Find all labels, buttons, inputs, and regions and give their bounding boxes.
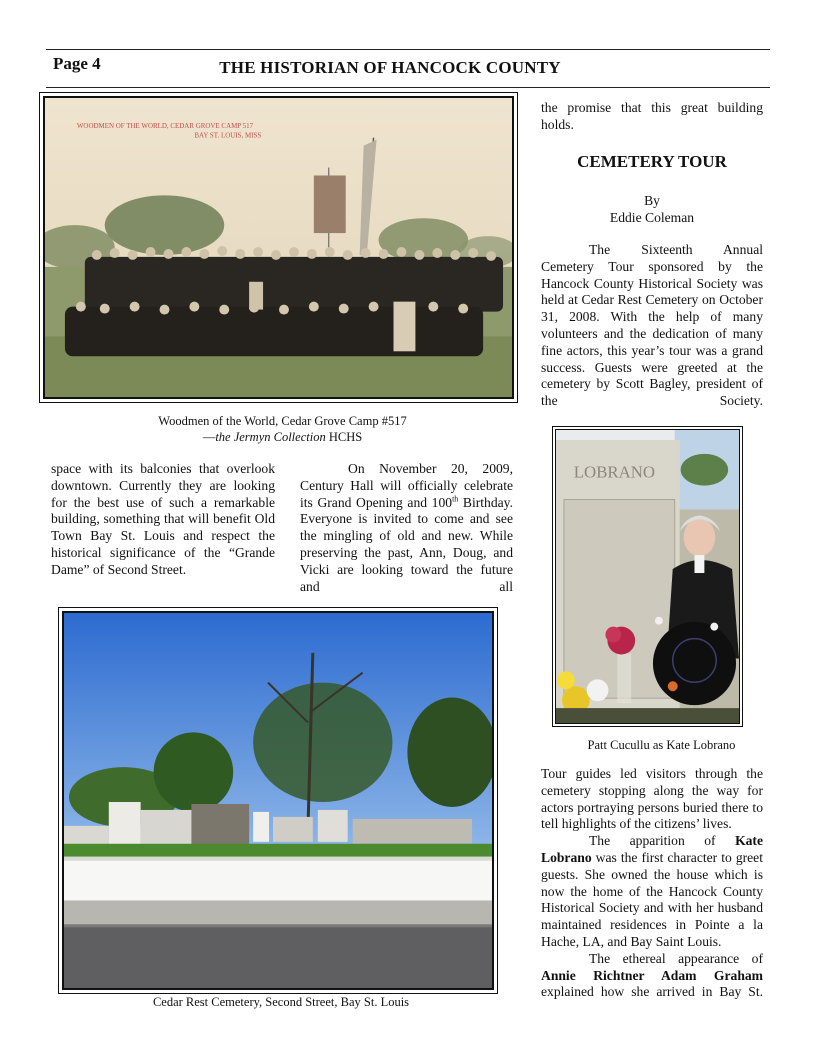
century-hall-column-1 (51, 461, 275, 579)
cemetery-tour-paragraph-1: The Sixteenth Annual Cemetery Tour sponsored by the Hancock County Historical Society was held at Cedar Rest Cemetery on October 31, 2008. With the help of many volunteers and the dedication of many fine actors, this year’s tour was a grand success. Guests were greeted at the cemetery by Scott Bagley, president of the Society. (541, 242, 763, 409)
kate-lobrano-photo-image (555, 429, 740, 724)
woodmen-caption-title: Woodmen of the World, Cedar Grove Camp #517 (158, 414, 407, 428)
woodmen-photo (39, 92, 518, 403)
kate-lobrano-photo (552, 426, 743, 727)
photo-stamp-line1: WOODMEN OF THE WORLD, CEDAR GROVE CAMP 517 (76, 121, 254, 130)
header-rule-bottom (46, 87, 770, 88)
kate-lobrano-illustration (556, 430, 739, 723)
century-hall-paragraph-2: On November 20, 2009, Century Hall will officially celebrate its Grand Opening and 100th Birthday. Everyone is invited to come and see the mingling of old and new. While preserving the past, Ann, Doug, and Vicki are looking toward the future and all (300, 461, 513, 594)
woodmen-photo-image (43, 96, 514, 399)
cemetery-street-illustration (64, 613, 492, 988)
kate-lobrano-name: Kate Lobrano (541, 833, 763, 865)
byline-by: By (644, 193, 660, 208)
publication-title: THE HISTORIAN OF HANCOCK COUNTY (219, 58, 561, 77)
century-hall-continuation: the promise that this great building holds. (541, 100, 763, 132)
photo-stamp-line2: BAY ST. LOUIS, MISS (194, 131, 262, 140)
woodmen-caption (39, 413, 526, 445)
byline-author: Eddie Coleman (609, 209, 695, 225)
article-title: CEMETERY TOUR (577, 152, 727, 171)
cemetery-tour-paragraph-4: The ethereal appearance of Annie Richtner Adam Graham explained how she arrived in Bay St. (541, 950, 763, 1000)
cemetery-tour-intro (541, 242, 763, 410)
cedar-rest-cemetery-photo (58, 607, 498, 994)
header-rule-top (46, 49, 770, 50)
century-hall-paragraph-1: space with its balconies that overlook downtown. Currently they are looking for the best use of such a remarkable building, something that will benefit Old Town Bay St. Louis and respect the historical significance of the “Grande Dame” of Second Street. (51, 461, 275, 577)
woodmen-group-illustration (45, 98, 512, 397)
tomb-inscription: LOBRANO (573, 462, 656, 482)
cedar-rest-cemetery-image (62, 611, 494, 990)
century-hall-column-2 (300, 461, 513, 595)
kate-lobrano-caption: Patt Cucullu as Kate Lobrano (587, 738, 736, 752)
page-number: Page 4 (53, 54, 101, 73)
cemetery-tour-paragraph-2: Tour guides led visitors through the cemetery stopping along the way for actors portraying persons buried there to tell highlights of the citizens’ lives. (541, 766, 763, 832)
cemetery-tour-body (541, 766, 763, 1001)
woodmen-caption-credit: —the Jermyn Collection HCHS (202, 430, 363, 444)
cemetery-tour-paragraph-3: The apparition of Kate Lobrano was the first character to greet guests. She owned the house which is now the home of the Hancock County Historical Society and with her husband maintained residences in Pointe a la Hache, LA, and Bay Saint Louis. (541, 833, 763, 949)
annie-graham-name: Annie Richtner Adam Graham (541, 967, 763, 983)
byline (541, 193, 763, 227)
cemetery-caption: Cedar Rest Cemetery, Second Street, Bay St. Louis (152, 995, 410, 1009)
